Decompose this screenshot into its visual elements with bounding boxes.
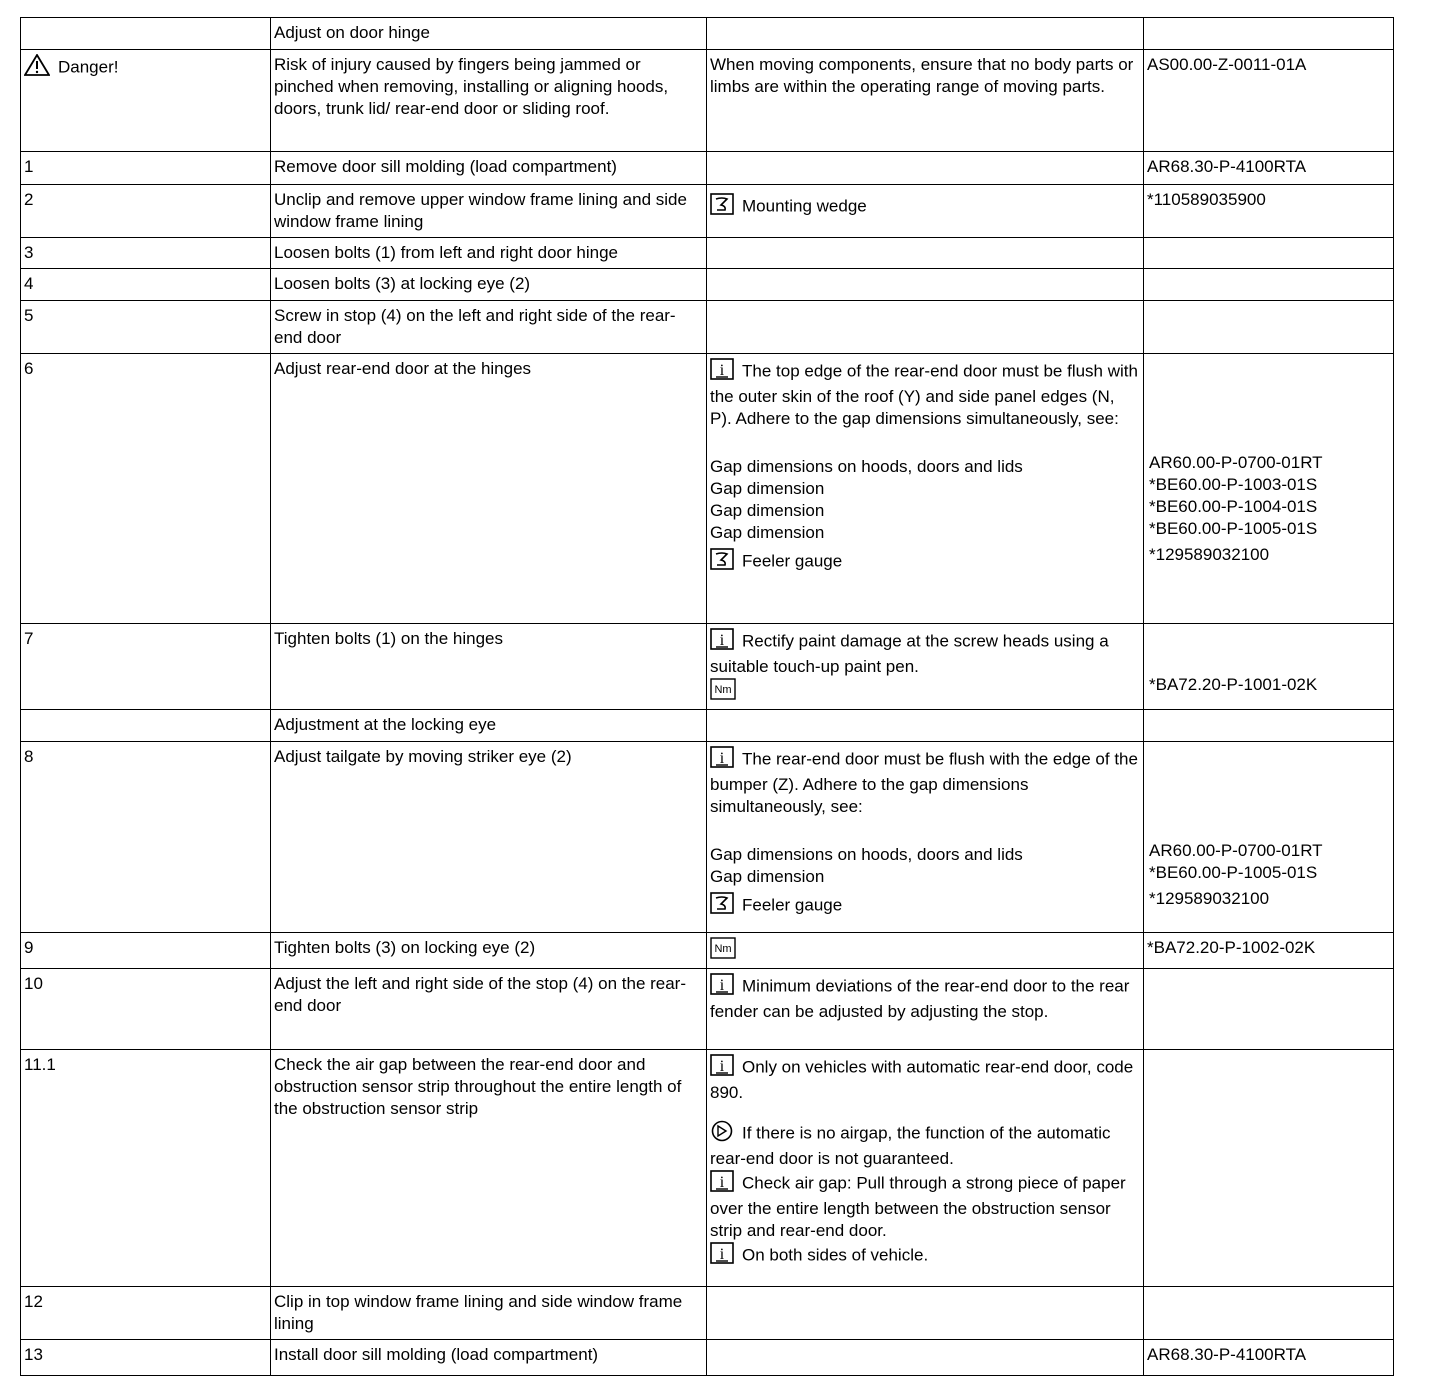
info-icon [710, 1054, 734, 1082]
step-description: Adjust rear-end door at the hinges [274, 359, 532, 378]
info-icon [710, 628, 734, 656]
step-cell [21, 301, 271, 354]
svg-text:i: i [719, 750, 725, 767]
note-line [710, 628, 1140, 678]
step-cell [21, 152, 271, 185]
note-line [710, 478, 1140, 500]
note-line [710, 1170, 1140, 1242]
note-line [710, 193, 1140, 221]
note-cell [707, 354, 1144, 624]
step-number: 8 [24, 747, 34, 766]
reference-cell [1144, 238, 1394, 269]
reference-code: AR60.00-P-0700-01RT [1149, 452, 1323, 472]
note-line [710, 54, 1140, 98]
table-row [21, 185, 1394, 238]
note-line [710, 456, 1140, 478]
description-cell [271, 152, 707, 185]
step-cell [21, 269, 271, 301]
table-row [21, 269, 1394, 301]
reference-code: *BA72.20-P-1001-02K [1149, 674, 1318, 694]
step-description: Adjust the left and right side of the stop (4) on the rear-end door [274, 974, 687, 1015]
step-description: Check the air gap between the rear-end door and obstruction sensor strip throughout the entire length of the obstruction sensor strip [274, 1055, 682, 1118]
note-text: Gap dimensions on hoods, doors and lids [710, 845, 1023, 864]
step-cell [21, 1050, 271, 1287]
reference-cell [1144, 969, 1394, 1050]
step-cell [21, 710, 271, 742]
step-number: 4 [24, 274, 34, 293]
reference-cell [1144, 742, 1394, 933]
note-text: Gap dimension [710, 523, 825, 542]
step-cell [21, 18, 271, 50]
description-cell [271, 624, 707, 710]
reference-cell [1144, 1340, 1394, 1376]
reference-code: *BA72.20-P-1002-02K [1147, 938, 1316, 957]
warning-icon [24, 54, 50, 82]
reference-code: AR60.00-P-0700-01RT [1149, 840, 1323, 860]
note-text: Gap dimensions on hoods, doors and lids [710, 457, 1023, 476]
reference-cell [1144, 1050, 1394, 1287]
note-text: Gap dimension [710, 479, 825, 498]
note-cell [707, 710, 1144, 742]
step-number: 9 [24, 938, 34, 957]
step-description: Clip in top window frame lining and side window frame lining [274, 1292, 683, 1333]
procedure-table [20, 17, 1394, 1376]
note-line [710, 1242, 1140, 1270]
procedure-table-body [21, 18, 1394, 1376]
reference-cell [1144, 185, 1394, 238]
reference-cell [1144, 18, 1394, 50]
reference-cell [1144, 624, 1394, 710]
note-line [710, 937, 1140, 965]
table-row [21, 238, 1394, 269]
note-line [710, 522, 1140, 544]
note-line [710, 548, 1140, 576]
note-line [710, 1120, 1140, 1170]
description-cell [271, 1050, 707, 1287]
reference-code: *BE60.00-P-1005-01S [1149, 862, 1318, 882]
table-row [21, 933, 1394, 969]
svg-text:i: i [719, 1174, 725, 1191]
table-row [21, 1287, 1394, 1340]
reference-cell [1144, 710, 1394, 742]
svg-text:Nm: Nm [714, 943, 732, 955]
table-row [21, 354, 1394, 624]
svg-text:i: i [719, 1246, 725, 1263]
note-cell [707, 624, 1144, 710]
spacer [710, 430, 1140, 456]
step-number: 5 [24, 306, 34, 325]
note-line [710, 844, 1140, 866]
note-line [710, 500, 1140, 522]
svg-text:i: i [719, 362, 725, 379]
note-cell [707, 1340, 1144, 1376]
step-cell [21, 50, 271, 152]
table-row [21, 624, 1394, 710]
reference-code: *110589035900 [1147, 190, 1266, 209]
description-cell [271, 269, 707, 301]
svg-text:i: i [719, 632, 725, 649]
note-cell [707, 50, 1144, 152]
tool-icon [710, 548, 734, 576]
reference-code: *BE60.00-P-1004-01S [1149, 496, 1318, 516]
step-number: 7 [24, 629, 34, 648]
description-cell [271, 710, 707, 742]
note-text: Mounting wedge [742, 196, 867, 216]
step-number: 11.1 [24, 1055, 56, 1074]
notice-icon [710, 1120, 734, 1148]
description-cell [271, 1287, 707, 1340]
step-description: Loosen bolts (1) from left and right door hinge [274, 243, 618, 262]
description-cell [271, 933, 707, 969]
note-line [710, 866, 1140, 888]
note-cell [707, 185, 1144, 238]
spacer [710, 818, 1140, 844]
step-description: Install door sill molding (load compartment) [274, 1345, 599, 1364]
note-text: Check air gap: Pull through a strong piece of paper over the entire length between the obstruction sensor strip and rear-end door. [710, 1173, 1126, 1240]
table-row [21, 969, 1394, 1050]
spacer [710, 1104, 1140, 1120]
note-cell [707, 301, 1144, 354]
note-text: Feeler gauge [742, 895, 843, 915]
note-cell [707, 933, 1144, 969]
step-number: 12 [24, 1292, 43, 1311]
reference-cell [1144, 50, 1394, 152]
step-cell [21, 742, 271, 933]
reference-cell [1144, 152, 1394, 185]
step-description: Unclip and remove upper window frame lining and side window frame lining [274, 190, 687, 231]
tool-icon [710, 193, 734, 221]
note-text: Rectify paint damage at the screw heads using a suitable touch-up paint pen. [710, 631, 1109, 676]
step-cell [21, 624, 271, 710]
note-line [710, 746, 1140, 818]
note-cell [707, 18, 1144, 50]
note-text: Only on vehicles with automatic rear-end door, code 890. [710, 1057, 1134, 1102]
table-row [21, 742, 1394, 933]
step-cell [21, 238, 271, 269]
note-line [710, 973, 1140, 1023]
note-line [710, 678, 1140, 706]
reference-code: *129589032100 [1149, 888, 1270, 908]
note-text: The rear-end door must be flush with the edge of the bumper (Z). Adhere to the gap dimensions simultaneously, see: [710, 749, 1138, 816]
reference-cell [1144, 269, 1394, 301]
note-text: Gap dimension [710, 501, 825, 520]
reference-cell [1144, 301, 1394, 354]
svg-text:Nm: Nm [714, 684, 732, 696]
note-text: The top edge of the rear-end door must be flush with the outer skin of the roof (Y) and side panel edges (N, P). Adhere to the gap dimensions simultaneously, see: [710, 361, 1138, 428]
description-cell [271, 185, 707, 238]
step-cell [21, 1340, 271, 1376]
torque-icon [710, 678, 736, 706]
step-cell [21, 354, 271, 624]
note-cell [707, 238, 1144, 269]
note-text: Feeler gauge [742, 551, 843, 571]
step-description: Adjust on door hinge [274, 23, 430, 42]
note-text: If there is no airgap, the function of the automatic rear-end door is not guaranteed. [710, 1123, 1111, 1168]
step-number: 6 [24, 359, 34, 378]
note-text: On both sides of vehicle. [742, 1245, 929, 1265]
step-cell [21, 933, 271, 969]
step-description: Adjustment at the locking eye [274, 715, 497, 734]
info-icon [710, 358, 734, 386]
table-row [21, 50, 1394, 152]
reference-cell [1144, 354, 1394, 624]
step-description: Tighten bolts (1) on the hinges [274, 629, 504, 648]
step-number: 2 [24, 190, 34, 209]
note-cell [707, 1287, 1144, 1340]
reference-code: AR68.30-P-4100RTA [1147, 157, 1307, 176]
step-description: Tighten bolts (3) on locking eye (2) [274, 938, 536, 957]
description-cell [271, 354, 707, 624]
note-text: Minimum deviations of the rear-end door to the rear fender can be adjusted by adjusting the stop. [710, 976, 1130, 1021]
info-icon [710, 746, 734, 774]
info-icon [710, 1242, 734, 1270]
table-row [21, 710, 1394, 742]
info-icon [710, 1170, 734, 1198]
step-description: Loosen bolts (3) at locking eye (2) [274, 274, 531, 293]
description-cell [271, 969, 707, 1050]
tool-icon [710, 892, 734, 920]
reference-code: *BE60.00-P-1005-01S [1149, 518, 1318, 538]
note-text: Gap dimension [710, 867, 825, 886]
step-description: Screw in stop (4) on the left and right side of the rear-end door [274, 306, 676, 347]
table-row [21, 1340, 1394, 1376]
info-icon [710, 973, 734, 1001]
note-cell [707, 152, 1144, 185]
description-cell [271, 18, 707, 50]
step-description: Remove door sill molding (load compartment) [274, 157, 617, 176]
note-line [710, 358, 1140, 430]
table-row [21, 18, 1394, 50]
reference-code: AR68.30-P-4100RTA [1147, 1345, 1307, 1364]
table-row [21, 1050, 1394, 1287]
note-text: When moving components, ensure that no body parts or limbs are within the operating range of moving parts. [710, 55, 1134, 96]
description-cell [271, 1340, 707, 1376]
reference-cell [1144, 933, 1394, 969]
note-cell [707, 742, 1144, 933]
description-cell [271, 50, 707, 152]
step-description: Risk of injury caused by fingers being jammed or pinched when removing, installing or aligning hoods, doors, trunk lid/ rear-end door or sliding roof. [274, 55, 669, 118]
table-row [21, 301, 1394, 354]
note-cell [707, 1050, 1144, 1287]
reference-cell [1144, 1287, 1394, 1340]
svg-text:i: i [719, 1058, 725, 1075]
note-cell [707, 969, 1144, 1050]
step-number: 13 [24, 1345, 43, 1364]
torque-icon [710, 937, 736, 965]
step-number: 10 [24, 974, 43, 993]
step-cell [21, 1287, 271, 1340]
note-line [710, 892, 1140, 920]
step-cell [21, 185, 271, 238]
note-cell [707, 269, 1144, 301]
step-number: 1 [24, 157, 34, 176]
description-cell [271, 742, 707, 933]
step-number: Danger! [58, 57, 119, 77]
table-row [21, 152, 1394, 185]
step-description: Adjust tailgate by moving striker eye (2) [274, 747, 572, 766]
reference-code: *BE60.00-P-1003-01S [1149, 474, 1318, 494]
svg-text:i: i [719, 977, 725, 994]
reference-code: *129589032100 [1149, 544, 1270, 564]
note-line [710, 1054, 1140, 1104]
description-cell [271, 238, 707, 269]
reference-code: AS00.00-Z-0011-01A [1147, 55, 1307, 74]
step-number: 3 [24, 243, 34, 262]
description-cell [271, 301, 707, 354]
step-cell [21, 969, 271, 1050]
